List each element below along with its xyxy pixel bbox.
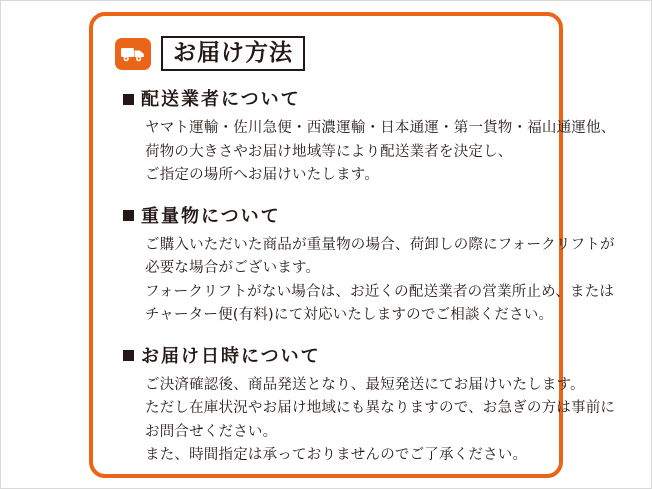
delivery-method-card — [89, 12, 616, 478]
body-line: チャーター便(有料)にて対応いたしますのでご相談ください。 — [145, 307, 554, 324]
section-delivery-datetime — [115, 342, 616, 468]
section-heading-row — [123, 202, 537, 228]
square-bullet-icon — [123, 350, 134, 361]
body-line: また、時間指定は承っておりませんのでご了承ください。 — [145, 447, 528, 464]
card-header — [115, 36, 537, 71]
body-line: 荷物の大きさやお届け地域等により配送業者を決定し、 — [145, 143, 513, 160]
body-line: お問合せください。 — [145, 423, 278, 440]
body-line: 必要な場合がございます。 — [145, 260, 321, 277]
body-line: ご決済確認後、商品発送となり、最短発送にてお届けいたします。 — [145, 376, 585, 393]
delivery-truck-icon — [115, 38, 151, 70]
section-shipping-carrier — [115, 85, 616, 187]
card-title-box — [161, 36, 305, 71]
section-body — [145, 374, 616, 468]
section-body — [145, 234, 615, 328]
section-heading: お届け日時について — [141, 345, 321, 367]
body-line: ご購入いただいた商品が重量物の場合、荷卸しの際にフォークリフトが — [145, 236, 615, 253]
body-line: フォークリフトがない場合は、お近くの配送業者の営業所止め、または — [145, 283, 615, 300]
section-heavy-items — [115, 202, 615, 328]
section-heading-row — [123, 342, 537, 368]
body-line: ただし在庫状況やお届け地域にも異なりますので、お急ぎの方は事前に — [145, 400, 616, 417]
page-title: お届け方法 — [173, 40, 293, 66]
body-line: ご指定の場所へお届けいたします。 — [145, 167, 380, 184]
square-bullet-icon — [123, 210, 134, 221]
section-body — [145, 117, 616, 187]
section-heading: 重量物について — [141, 205, 281, 227]
body-line: ヤマト運輸・佐川急便・西濃運輸・日本通運・第一貨物・福山通運他、 — [145, 120, 616, 137]
square-bullet-icon — [123, 94, 134, 105]
section-heading-row — [123, 85, 537, 111]
section-heading: 配送業者について — [141, 89, 301, 111]
